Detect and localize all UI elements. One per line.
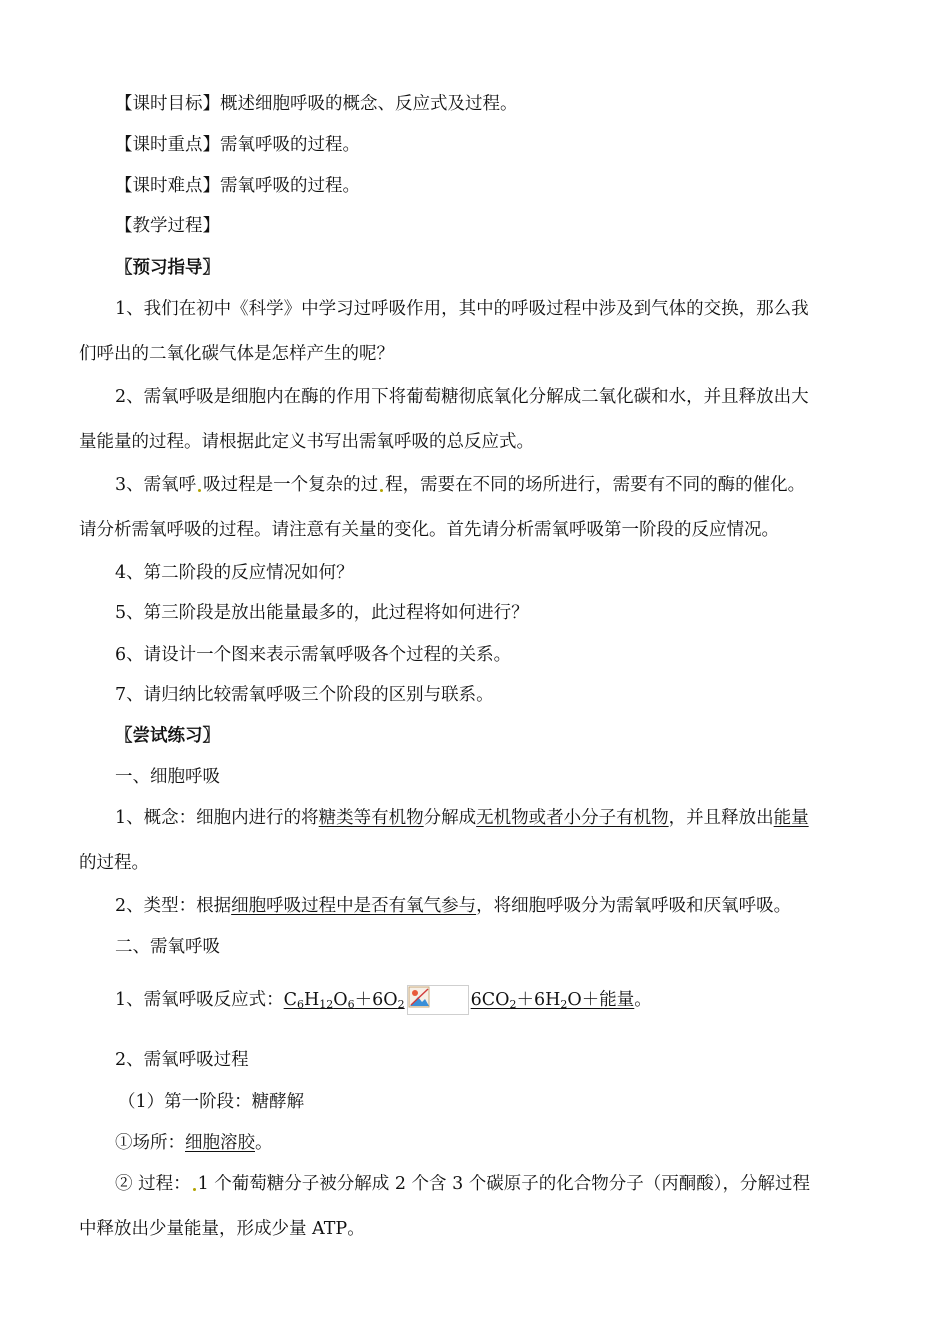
lesson-goal	[115, 92, 518, 116]
marker-dot	[193, 1188, 196, 1191]
teaching-process-label: 【教学过程】	[115, 216, 220, 236]
concept-blank-3: 能量	[773, 808, 809, 828]
lesson-difficulty	[115, 174, 360, 198]
equation-label: 1、需氧呼吸反应式：	[115, 990, 284, 1010]
marker-dot	[198, 489, 201, 492]
reaction-arrow-image	[407, 985, 469, 1015]
lesson-focus-text: 需氧呼吸的过程。	[220, 135, 360, 155]
practice-heading: 〖尝试练习〗	[115, 726, 220, 746]
site-end: 。	[255, 1133, 273, 1153]
lesson-difficulty-label: 【课时难点】	[115, 176, 220, 196]
concept-blank-2: 无机物或者小分子有机物	[476, 808, 669, 828]
section-2-title: 二、需氧呼吸	[115, 937, 220, 957]
marker-dot	[380, 489, 383, 492]
process-title: 2、需氧呼吸过程	[115, 1050, 249, 1070]
question-5: 5、第三阶段是放出能量最多的，此过程将如何进行？	[115, 603, 529, 623]
site-label: ①场所：	[115, 1133, 185, 1153]
type-text: ，将细胞呼吸分为需氧呼吸和厌氧呼吸。	[476, 896, 792, 916]
lesson-goal-text: 概述细胞呼吸的概念、反应式及过程。	[220, 94, 518, 114]
question-3-part-2: 吸过程是一个复杂的过	[203, 475, 379, 495]
question-7: 7、请归纳比较需氧呼吸三个阶段的区别与联系。	[115, 685, 494, 705]
question-4: 4、第二阶段的反应情况如何？	[115, 563, 354, 583]
question-2-line-2: 量能量的过程。请根据此定义书写出需氧呼吸的总反应式。	[79, 432, 534, 452]
type-line	[115, 894, 791, 918]
stage-1-title: （1）第一阶段：糖酵解	[118, 1092, 305, 1112]
question-1-line-1: 1、我们在初中《科学》中学习过呼吸作用，其中的呼吸过程中涉及到气体的交换，那么我	[115, 299, 809, 319]
preview-heading: 〖预习指导〗	[115, 258, 220, 278]
type-text: 2、类型：根据	[115, 896, 232, 916]
lesson-focus	[115, 133, 360, 157]
lesson-goal-label: 【课时目标】	[115, 94, 220, 114]
lesson-focus-label: 【课时重点】	[115, 135, 220, 155]
question-1-line-2: 们呼出的二氧化碳气体是怎样产生的呢？	[79, 344, 394, 364]
equation-reactants: $C_6H_{12}O_6+6O_2$	[283, 990, 405, 1011]
type-blank: 细胞呼吸过程中是否有氧气参与	[231, 896, 477, 916]
concept-text: ，并且释放出	[668, 808, 774, 828]
concept-text: 分解成	[423, 808, 477, 828]
equation-line	[115, 985, 652, 1015]
concept-line-1	[115, 806, 809, 830]
concept-text: 1、概念：细胞内进行的将	[115, 808, 319, 828]
teaching-process-heading	[115, 214, 220, 238]
process-line-2: 中释放出少量能量，形成少量 ATP。	[79, 1219, 365, 1239]
site-line	[115, 1131, 273, 1155]
lesson-difficulty-text: 需氧呼吸的过程。	[220, 176, 360, 196]
question-3-part-3: 程，需要在不同的场所进行，需要有不同的酶的催化。	[385, 475, 806, 495]
question-3-part-1: 3、需氧呼	[115, 475, 197, 495]
question-3-line-2: 请分析需氧呼吸的过程。请注意有关量的变化。首先请分析需氧呼吸第一阶段的反应情况。	[79, 520, 779, 540]
question-6: 6、请设计一个图来表示需氧呼吸各个过程的关系。	[115, 645, 512, 665]
process-line-1	[115, 1172, 810, 1196]
question-2-line-1: 2、需氧呼吸是细胞内在酶的作用下将葡萄糖彻底氧化分解成二氧化碳和水，并且释放出大	[115, 387, 809, 407]
site-value: 细胞溶胶	[185, 1133, 255, 1153]
process-text: 1 个葡萄糖分子被分解成 2 个含 3 个碳原子的化合物分子（丙酮酸），分解过程	[197, 1174, 811, 1194]
section-1-title: 一、细胞呼吸	[115, 767, 220, 787]
concept-line-2: 的过程。	[79, 853, 149, 873]
broken-image-icon	[408, 986, 430, 1008]
equation-end: 。	[634, 990, 652, 1010]
question-3-line-1	[115, 473, 805, 497]
process-label: ② 过程：	[115, 1174, 191, 1194]
concept-blank-1: 糖类等有机物	[318, 808, 424, 828]
equation-products: $6CO_2+6H_2O+$能量	[470, 990, 635, 1011]
